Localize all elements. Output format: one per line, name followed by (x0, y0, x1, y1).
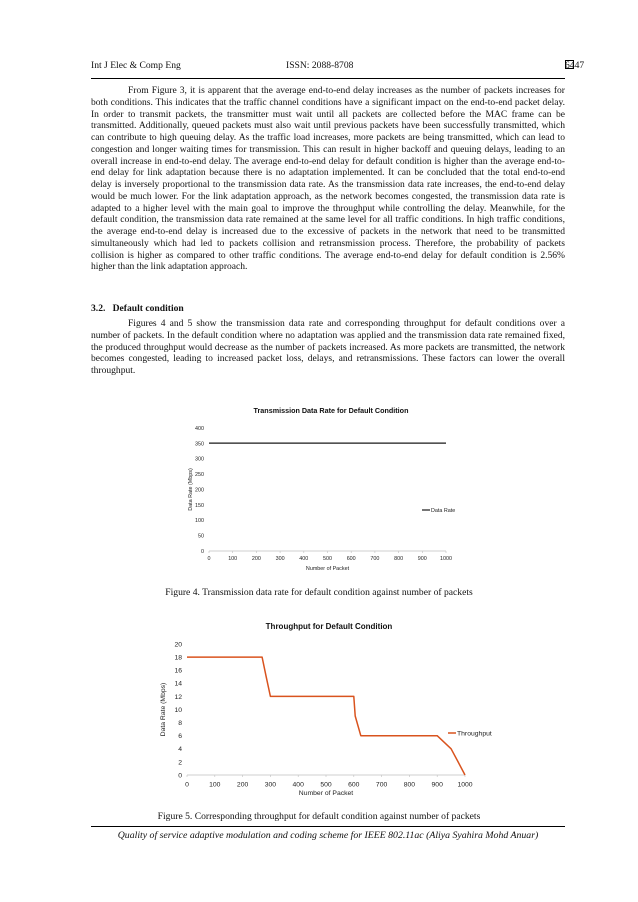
figure-4-caption: Figure 4. Transmission data rate for default condition against number of packets (165, 587, 473, 598)
fig4-legend-label: Data Rate (431, 507, 456, 514)
fig4-y-tick-label: 150 (195, 502, 204, 509)
page-number: 6447 (565, 60, 585, 71)
fig4-x-tick-label: 200 (251, 556, 261, 563)
fig5-y-tick-label: 14 (174, 680, 182, 688)
fig4-y-tick-label: 200 (195, 487, 204, 494)
fig5-x-tick-label: 900 (431, 781, 443, 789)
fig5-x-tick-label: 800 (403, 781, 416, 789)
fig5-y-tick-label: 12 (174, 693, 182, 701)
fig4-x-tick-label: 1000 (440, 556, 452, 563)
fig4-y-tick-label: 350 (195, 441, 204, 448)
fig5-y-tick-label: 20 (174, 641, 182, 649)
fig5-y-tick-label: 0 (178, 772, 182, 780)
issn: ISSN: 2088-8708 (286, 60, 354, 71)
fig4-title: Transmission Data Rate for Default Condition (253, 406, 409, 415)
fig5-y-tick-label: 8 (178, 719, 182, 727)
fig4-x-tick-label: 400 (299, 556, 309, 563)
fig4-y-tick-label: 250 (195, 472, 204, 479)
fig4-y-tick-label: 50 (198, 533, 204, 540)
section-title: Default condition (112, 303, 184, 314)
fig4-x-tick-label: 100 (228, 556, 238, 563)
fig5-y-tick-label: 4 (178, 746, 182, 754)
fig5-title: Throughput for Default Condition (265, 622, 393, 631)
footer-citation: Quality of service adaptive modulation and coding scheme for IEEE 802.11ac (Aliya Syahira Mohd Anuar) (117, 830, 539, 841)
fig4-x-tick-label: 500 (323, 556, 332, 563)
fig4-x-tick-label: 0 (207, 556, 211, 563)
fig5-x-tick-label: 0 (185, 781, 189, 789)
fig5-series-line (187, 657, 465, 775)
fig4-y-tick-label: 0 (201, 548, 204, 555)
fig4-x-tick-label: 700 (370, 556, 380, 563)
fig5-legend-label: Throughput (457, 730, 492, 738)
fig5-y-axis-label: Data Rate (Mbps) (160, 682, 167, 737)
fig5-x-tick-label: 400 (292, 781, 304, 789)
fig4-x-tick-label: 300 (275, 556, 285, 563)
fig4-x-tick-label: 900 (417, 556, 427, 563)
fig5-x-tick-label: 300 (264, 781, 277, 789)
fig5-y-tick-label: 10 (174, 706, 182, 714)
fig5-y-tick-label: 16 (174, 667, 182, 675)
fig5-x-tick-label: 1000 (457, 781, 473, 789)
fig5-x-axis-label: Number of Packet (298, 790, 354, 797)
paragraph-1: From Figure 3, it is apparent that the average end-to-end delay increases as the number of packets increases for both conditions. This indicates that the traffic channel conditions have a significant impact on the end-to-end packet delay. In order to transmit packets, the transmitter must wait until all packets are collected before the MAC frame can be transmitted. Additionally, queued packets must also wait until previous packets have been successfully transmitted, which can contribute to high queuing delay. As the traffic load increases, more packets are being transmitted, which can lead to congestion and longer waiting times for transmission. This can result in higher backoff and queuing delays, leading to an overall increase in end-to-end delay. The average end-to-end delay for default condition is higher than the average end-to-end delay for link adaptation because there is no adaptation implemented. It can be concluded that the total end-to-end delay is inversely proportional to the transmission data rate. As the transmission data rate increases, the end-to-end delay would be much lower. For the link adaptation approach, as the network becomes congested, the transmission data rate is adapted to a higher level with the main goal to improve the throughput while controlling the delay. Meanwhile, for the default condition, the transmission data rate remained at the same level for all traffic conditions. In high traffic conditions, the average end-to-end delay is increased due to the excessive of packets in the network that need to be transmitted simultaneously which had led to packets collision and retransmission process. Therefore, the probability of packets collision is higher as compared to other traffic conditions. The average end-to-end delay for default condition is 2.56% higher than the link adaptation approach. (91, 85, 565, 273)
fig4-y-axis-label: Data Rate (Mbps) (188, 468, 194, 511)
fig4-y-tick-label: 400 (195, 425, 204, 432)
fig5-x-tick-label: 500 (320, 781, 332, 789)
fig5-x-tick-label: 600 (348, 781, 360, 789)
fig5-x-tick-label: 700 (375, 781, 388, 789)
paragraph-2: Figures 4 and 5 show the transmission data rate and corresponding throughput for default conditions over a number of packets. In the default condition where no adaptation was applied and the transmission data rate remained fixed, the produced throughput would decrease as the number of packets increased. As more packets are transmitted, the network becomes congested, leading to increased packet loss, delays, and retransmissions. These factors can lower the overall throughput. (91, 318, 565, 376)
fig4-y-tick-label: 100 (195, 518, 204, 525)
fig4-y-tick-label: 300 (195, 456, 204, 463)
fig5-y-tick-label: 6 (178, 733, 182, 741)
section-number: 3.2. (91, 303, 106, 314)
fig4-x-axis-label: Number of Packet (305, 566, 350, 572)
figure-5-caption: Figure 5. Corresponding throughput for default condition against number of packets (157, 811, 481, 822)
fig4-x-tick-label: 600 (346, 556, 356, 563)
fig5-y-tick-label: 18 (174, 654, 182, 662)
fig5-x-tick-label: 100 (209, 781, 221, 789)
footer-rule (91, 826, 565, 827)
journal-name: Int J Elec & Comp Eng (91, 60, 181, 71)
fig4-x-tick-label: 800 (394, 556, 404, 563)
fig5-x-tick-label: 200 (236, 781, 249, 789)
fig5-y-tick-label: 2 (178, 759, 182, 767)
